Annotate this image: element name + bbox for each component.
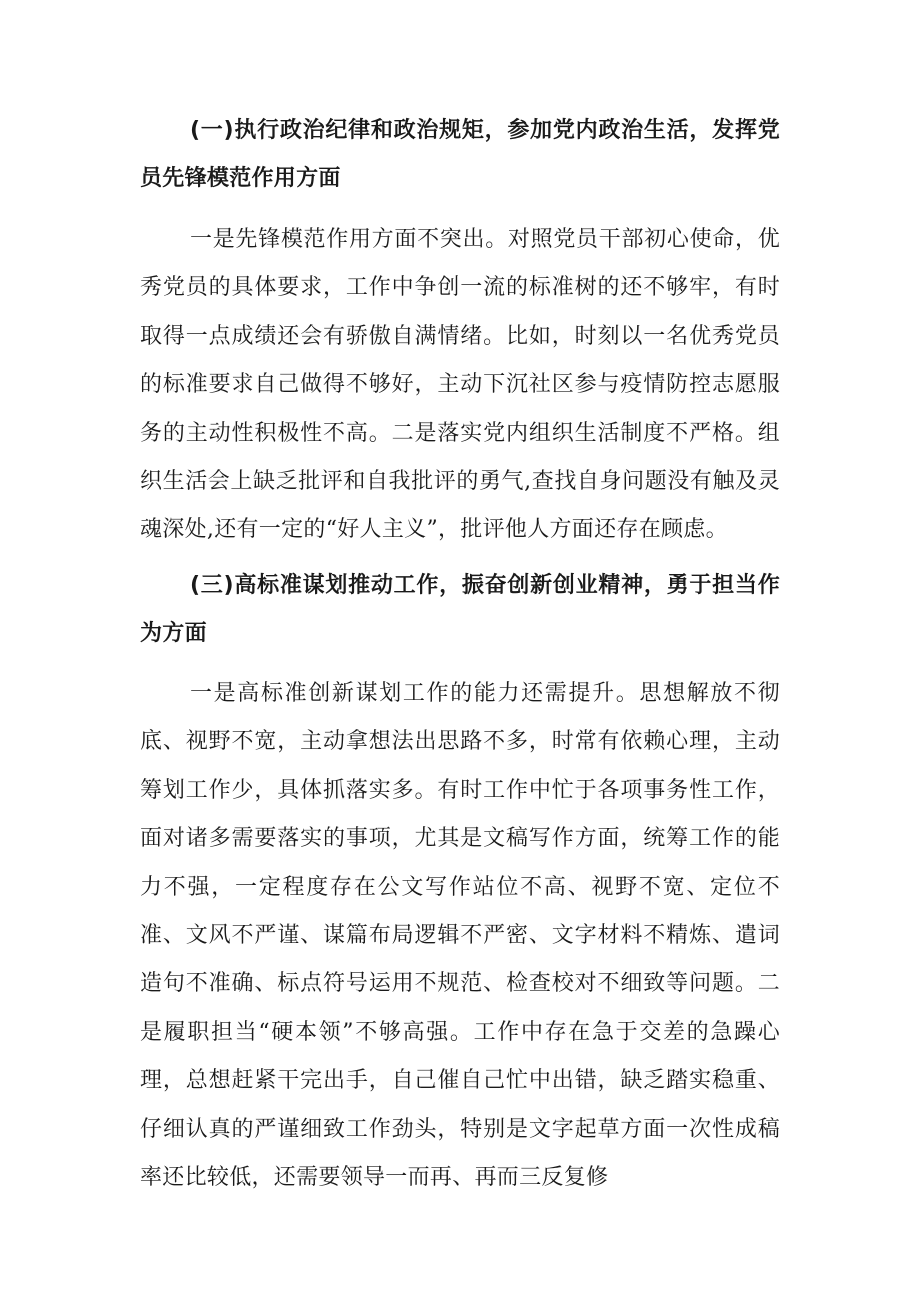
section-heading-3: (三)高标准谋划推动工作，振奋创新创业精神，勇于担当作为方面 [140, 573, 780, 647]
section-heading-1: (一)执行政治纪律和政治规矩，参加党内政治生活，发挥党员先锋模范作用方面 [140, 118, 780, 192]
section-paragraph-3: 一是高标准创新谋划工作的能力还需提升。思想解放不彻底、视野不宽，主动拿想法出思路不多，时常有依赖心理，主动筹划工作少，具体抓落实多。有时工作中忙于各项事务性工作，面对诸多需要落实的事项，尤其是文稿写作方面，统筹工作的能力不强，一定程度存在公文写作站位不高、视野不宽、定位不准、文风不严谨、谋篇布局逻辑不严密、文字材料不精炼、遣词造句不准确、标点符号运用不规范、检查校对不细致等问题。二是履职担当“硬本领”不够高强。工作中存在急于交差的急躁心理，总想赶紧干完出手，自己催自己忙中出错，缺乏踏实稳重、仔细认真的严谨细致工作劲头，特别是文字起草方面一次性成稿率还比较低，还需要领导一而再、再而三反复修 [140, 681, 780, 1191]
section-paragraph-1: 一是先锋模范作用方面不突出。对照党员干部初心使命，优秀党员的具体要求，工作中争创一流的标准树的还不够牢，有时取得一点成绩还会有骄傲自满情绪。比如，时刻以一名优秀党员的标准要求自己做得不够好，主动下沉社区参与疫情防控志愿服务的主动性积极性不高。二是落实党内组织生活制度不严格。组织生活会上缺乏批评和自我批评的勇气,查找自身问题没有触及灵魂深处,还有一定的“好人主义”，批评他人方面还存在顾虑。 [140, 227, 780, 543]
